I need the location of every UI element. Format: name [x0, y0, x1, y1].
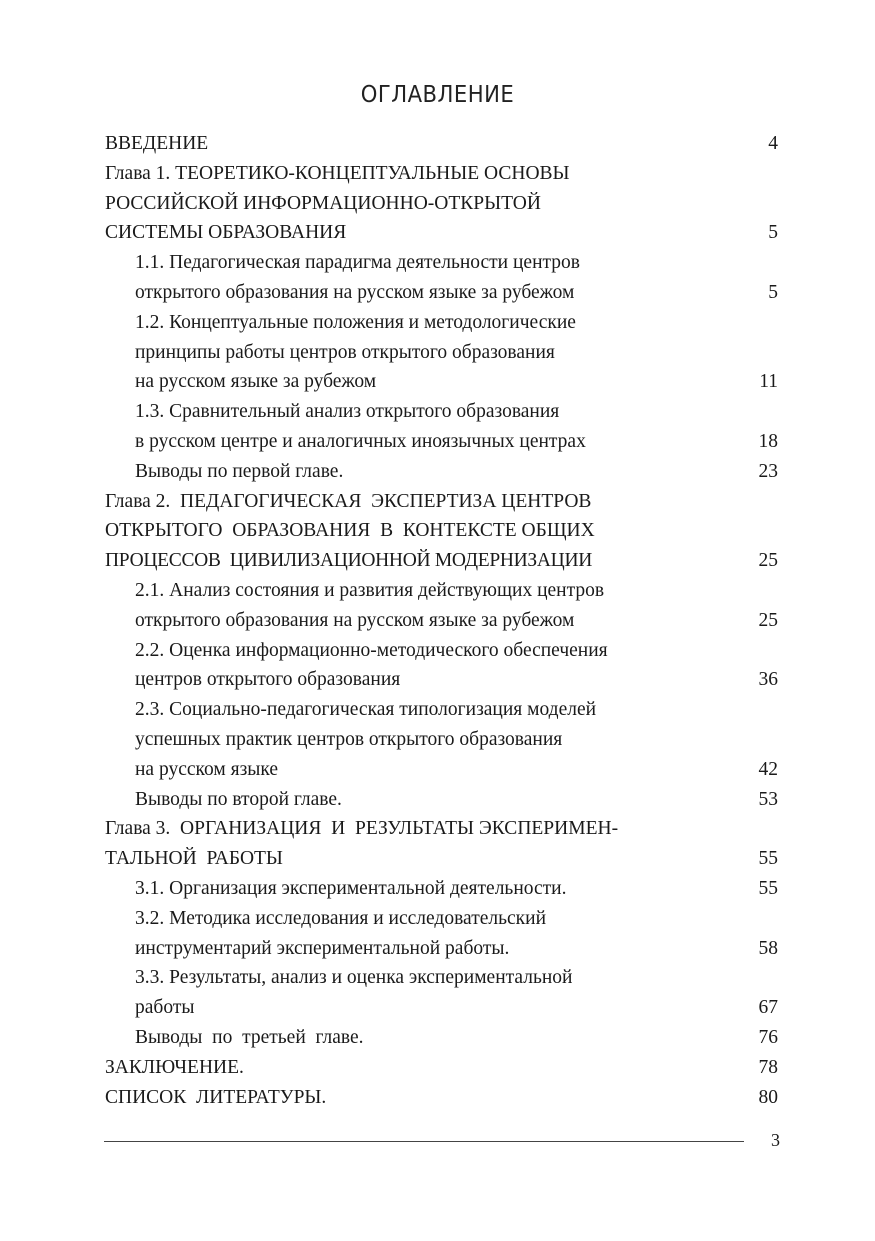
toc-section-3-2-line-2[interactable] [105, 934, 778, 964]
toc-page-number: 76 [758, 1026, 778, 1048]
toc-entry-text: на русском языке [135, 758, 279, 780]
toc-page-number: 55 [758, 877, 778, 899]
toc-section-2-1-line-1[interactable] [105, 576, 778, 606]
toc-entry-text: центров открытого образования [135, 669, 401, 691]
toc-entry-text: 3.1. Организация экспериментальной деятельности. [135, 877, 567, 899]
toc-page-number: 80 [758, 1086, 778, 1108]
toc-entry-text: ПРОЦЕССОВ ЦИВИЛИЗАЦИОННОЙ МОДЕРНИЗАЦИИ [105, 550, 593, 572]
toc-section-1-2-line-2[interactable] [105, 338, 778, 368]
toc-chapter-1-line-3[interactable] [105, 218, 778, 248]
toc-entry-bibliography[interactable] [105, 1083, 778, 1113]
toc-entry-text: 2.1. Анализ состояния и развития действующих центров [135, 579, 605, 601]
toc-entry-text: открытого образования на русском языке за рубежом [135, 281, 575, 303]
toc-entry-text: 1.3. Сравнительный анализ открытого образования [135, 401, 560, 423]
toc-entry-conclusion[interactable] [105, 1053, 778, 1083]
toc-entry-text: 3.2. Методика исследования и исследовательский [135, 907, 547, 929]
toc-entry-text: 3.3. Результаты, анализ и оценка экспериментальной [135, 967, 573, 989]
toc-page-number: 4 [768, 133, 778, 154]
footer-rule [104, 1141, 744, 1142]
toc-entry-text: на русском языке за рубежом [135, 371, 377, 393]
toc-entry-text: СПИСОК ЛИТЕРАТУРЫ. [105, 1086, 327, 1108]
toc-page-number: 5 [768, 222, 778, 244]
toc-entry-text: открытого образования на русском языке за рубежом [135, 609, 575, 631]
toc-page-number: 53 [758, 788, 778, 810]
toc-page-number: 55 [758, 848, 778, 870]
toc-chapter-2-line-1[interactable] [105, 487, 778, 517]
toc-chapter-2-line-3[interactable] [105, 546, 778, 576]
toc-entry-introduction[interactable] [105, 129, 778, 159]
toc-entry-text: ОТКРЫТОГО ОБРАЗОВАНИЯ В КОНТЕКСТЕ ОБЩИХ [105, 520, 595, 542]
toc-page-number: 42 [758, 758, 778, 780]
toc-chapter-3-line-1[interactable] [105, 814, 778, 844]
toc-entry-text: 2.3. Социально-педагогическая типологизация моделей [135, 699, 597, 721]
toc-conclusions-chapter-2[interactable] [105, 785, 778, 815]
toc-section-1-3-line-1[interactable] [105, 397, 778, 427]
toc-entry-text: в русском центре и аналогичных иноязычных центрах [135, 430, 586, 452]
toc-section-2-3-line-3[interactable] [105, 755, 778, 785]
toc-entry-text: инструментарий экспериментальной работы. [135, 937, 510, 959]
toc-section-2-1-line-2[interactable] [105, 606, 778, 636]
toc-section-1-1-line-1[interactable] [105, 248, 778, 278]
toc-conclusions-chapter-3[interactable] [105, 1023, 778, 1053]
toc-entry-text: Глава 2. ПЕДАГОГИЧЕСКАЯ ЭКСПЕРТИЗА ЦЕНТРОВ [105, 490, 592, 512]
toc-entry-text: ЗАКЛЮЧЕНИЕ. [105, 1056, 244, 1078]
toc-entry-text: ТАЛЬНОЙ РАБОТЫ [105, 848, 283, 870]
toc-entry-text: 1.2. Концептуальные положения и методологические [135, 311, 576, 333]
toc-page-number: 5 [768, 281, 778, 303]
toc-section-2-3-line-2[interactable] [105, 725, 778, 755]
toc-section-1-2-line-3[interactable] [105, 367, 778, 397]
toc-section-2-2-line-1[interactable] [105, 636, 778, 666]
toc-chapter-3-line-2[interactable] [105, 844, 778, 874]
page-title: ОГЛАВЛЕНИЕ [360, 82, 515, 108]
toc-entry-text: Глава 1. ТЕОРЕТИКО-КОНЦЕПТУАЛЬНЫЕ ОСНОВЫ [105, 162, 570, 184]
toc-section-2-3-line-1[interactable] [105, 695, 778, 725]
toc-section-1-3-line-2[interactable] [105, 427, 778, 457]
toc-page-number: 11 [759, 371, 778, 393]
toc-conclusions-chapter-1[interactable] [105, 457, 778, 487]
toc-chapter-1-line-1[interactable] [105, 159, 778, 189]
toc-page-number: 78 [758, 1056, 778, 1078]
toc-page-number: 36 [758, 669, 778, 691]
toc-page-number: 18 [758, 430, 778, 452]
toc-entry-text: Выводы по первой главе. [135, 460, 344, 482]
toc-section-2-2-line-2[interactable] [105, 665, 778, 695]
toc-section-1-2-line-1[interactable] [105, 308, 778, 338]
toc-page-number: 58 [758, 937, 778, 959]
toc-section-3-2-line-1[interactable] [105, 904, 778, 934]
toc-page-number: 23 [758, 460, 778, 482]
toc-section-3-1[interactable] [105, 874, 778, 904]
table-of-contents [105, 129, 778, 1112]
toc-entry-text: успешных практик центров открытого образования [135, 728, 563, 750]
toc-page-number: 25 [758, 609, 778, 631]
toc-entry-text: Выводы по третьей главе. [135, 1026, 364, 1048]
toc-entry-text: РОССИЙСКОЙ ИНФОРМАЦИОННО-ОТКРЫТОЙ [105, 192, 541, 214]
toc-entry-text: 2.2. Оценка информационно-методического обеспечения [135, 639, 608, 661]
toc-entry-text: Выводы по второй главе. [135, 788, 342, 810]
toc-entry-text: Глава 3. ОРГАНИЗАЦИЯ И РЕЗУЛЬТАТЫ ЭКСПЕРИМЕН- [105, 818, 619, 840]
toc-section-3-3-line-2[interactable] [105, 993, 778, 1023]
toc-chapter-1-line-2[interactable] [105, 189, 778, 219]
toc-entry-text: принципы работы центров открытого образования [135, 341, 555, 363]
page-number: 3 [771, 1130, 780, 1150]
toc-entry-text: ВВЕДЕНИЕ [105, 133, 209, 154]
toc-page-number: 67 [758, 997, 778, 1019]
toc-page-number: 25 [758, 550, 778, 572]
toc-entry-text: СИСТЕМЫ ОБРАЗОВАНИЯ [105, 222, 347, 244]
toc-chapter-2-line-2[interactable] [105, 516, 778, 546]
toc-section-3-3-line-1[interactable] [105, 963, 778, 993]
toc-section-1-1-line-2[interactable] [105, 278, 778, 308]
toc-entry-text: работы [135, 997, 195, 1019]
toc-entry-text: 1.1. Педагогическая парадигма деятельности центров [135, 252, 580, 274]
